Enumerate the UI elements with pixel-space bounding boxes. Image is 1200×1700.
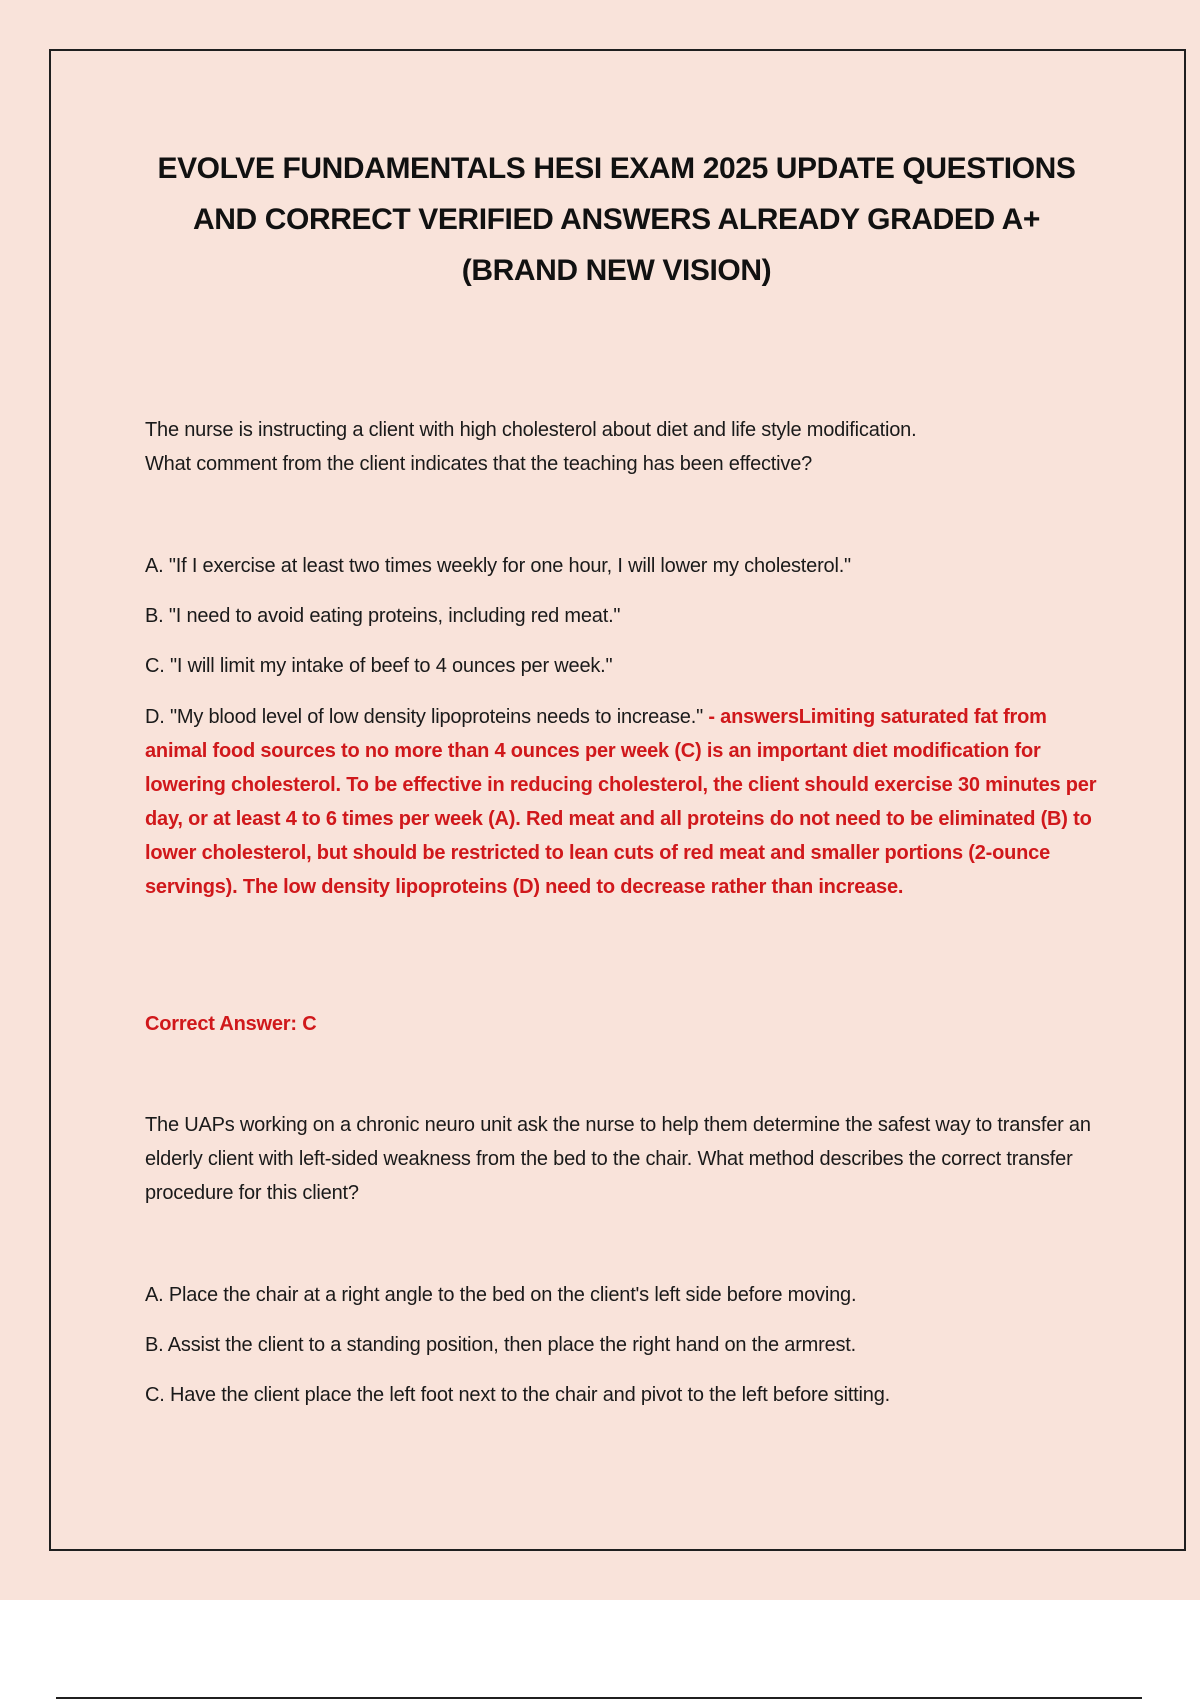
question-1-option-c: C. "I will limit my intake of beef to 4 ounces per week." — [145, 655, 613, 677]
question-1-option-b: B. "I need to avoid eating proteins, including red meat." — [145, 605, 621, 627]
question-1-stem-line-1: The nurse is instructing a client with high cholesterol about diet and life style modification. — [145, 419, 917, 441]
question-2-option-c: C. Have the client place the left foot next to the chair and pivot to the left before sitting. — [145, 1384, 890, 1406]
document-title — [100, 143, 1133, 296]
title-line-1: EVOLVE FUNDAMENTALS HESI EXAM 2025 UPDATE QUESTIONS — [157, 152, 1076, 185]
question-1-stem — [145, 413, 1105, 481]
question-1-rationale: - answersLimiting saturated fat from animal food sources to no more than 4 ounces per week (C) is an important diet modification for lowering cholesterol. To be effective in reducing cholesterol, the client should exercise 30 minutes per day, or at least 4 to 6 times per week (A). Red meat and all proteins do not need to be eliminated (B) to lower cholesterol, but should be restricted to lean cuts of red meat and smaller portions (2-ounce servings). The low density lipoproteins (D) need to decrease rather than increase. — [145, 706, 1097, 898]
question-2-option-a: A. Place the chair at a right angle to the bed on the client's left side before moving. — [145, 1284, 857, 1306]
question-1-option-a: A. "If I exercise at least two times weekly for one hour, I will lower my cholesterol." — [145, 555, 851, 577]
footer-rule — [56, 1697, 1142, 1699]
title-line-2: AND CORRECT VERIFIED ANSWERS ALREADY GRADED A+ — [193, 203, 1040, 236]
question-1-stem-line-2: What comment from the client indicates that the teaching has been effective? — [145, 453, 813, 475]
title-line-3: (BRAND NEW VISION) — [461, 254, 772, 287]
question-1-option-d-with-rationale — [145, 700, 1105, 904]
question-2-option-b: B. Assist the client to a standing position, then place the right hand on the armrest. — [145, 1334, 857, 1356]
question-1-correct-answer: Correct Answer: C — [145, 1013, 317, 1035]
question-1-option-d: D. "My blood level of low density lipoproteins needs to increase." — [145, 706, 703, 728]
question-2-stem: The UAPs working on a chronic neuro unit ask the nurse to help them determine the safest way to transfer an elderly client with left-sided weakness from the bed to the chair. What method describes the correct transfer procedure for this client? — [145, 1114, 1091, 1204]
